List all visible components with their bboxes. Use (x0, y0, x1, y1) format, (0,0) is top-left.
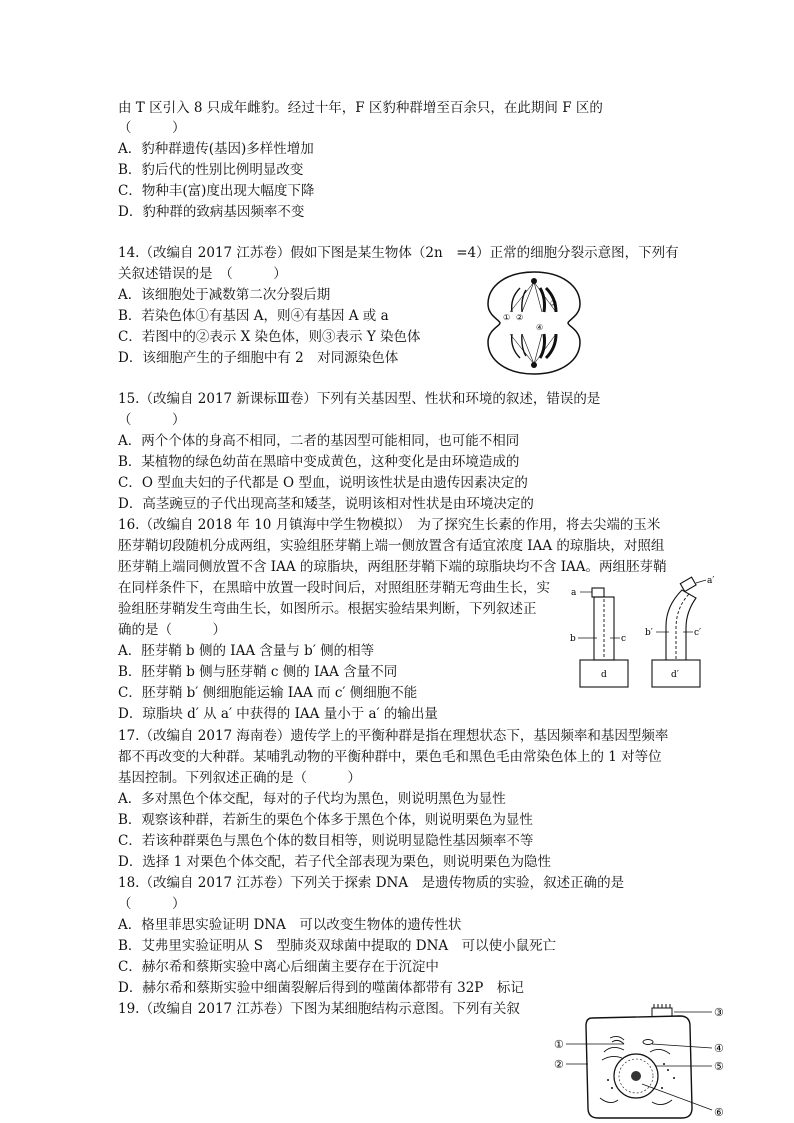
agar-block-a (592, 588, 604, 597)
pointer-6 (642, 1084, 712, 1110)
q14-option-d: D．该细胞产生的子细胞中有 2 对同源染色体 (118, 350, 399, 366)
q13-stem: 由 T 区引入 8 只成年雌豹。经过十年，F 区豹种群增至百余只，在此期间 F 区的 (118, 100, 603, 116)
mitochondrion (643, 1040, 653, 1045)
q17-option-b: B．观察该种群，若新生的栗色个体多于黑色个体，则说明栗色为显性 (118, 812, 533, 828)
label-c: c (621, 634, 627, 644)
q17-stem: 17.（改编自 2017 海南卷）遗传学上的平衡种群是指在理想状态下，基因频率和基因型频率 (118, 728, 669, 744)
cell-label-6: ⑥ (714, 1106, 724, 1119)
q18-bracket: （ ） (118, 896, 186, 912)
chromosome-label-1: ① (503, 313, 511, 322)
golgi (610, 1036, 624, 1044)
label-d: d (601, 670, 607, 680)
label-line-a-prime (696, 580, 706, 583)
q18-option-b: B．艾弗里实验证明从 S 型肺炎双球菌中提取的 DNA 可以使小鼠死亡 (118, 938, 557, 954)
q14-option-c: C．若图中的②表示 X 染色体，则③表示 Y 染色体 (118, 329, 421, 345)
cell-label-1: ① (554, 1038, 564, 1051)
q17-option-d: D．选择 1 对栗色个体交配，若子代全部表现为栗色，则说明栗色为隐性 (118, 854, 551, 870)
q17-stem-3: 基因控制。下列叙述正确的是（ ） (118, 770, 361, 786)
q15-option-a: A．两个个体的身高不相同，二者的基因型可能相同，也可能不相同 (118, 433, 520, 449)
label-a: a (571, 588, 577, 598)
lower-centrosome (531, 362, 537, 368)
microvilli-tips (654, 1004, 670, 1008)
cell-label-5: ⑤ (714, 1060, 724, 1073)
q15-option-b: B．某植物的绿色幼苗在黑暗中变成黄色，这种变化是由环境造成的 (118, 454, 520, 470)
lower-chromosomes (512, 334, 556, 358)
cell-label-2: ② (554, 1058, 564, 1071)
q16-option-d: D．琼脂块 d′ 从 a′ 中获得的 IAA 量小于 a′ 的输出量 (118, 706, 438, 722)
q18-option-d: D．赫尔希和蔡斯实验中细菌裂解后得到的噬菌体都带有 32P 标记 (118, 980, 524, 996)
q15-bracket: （ ） (118, 412, 186, 428)
agar-block-a-prime (680, 577, 696, 591)
q13-option-c: C．物种丰(富)度出现大幅度下降 (118, 183, 315, 199)
label-c-prime: c′ (694, 628, 702, 638)
q16-stem-6: 确的是（ ） (118, 622, 226, 638)
q13-option-b: B．豹后代的性别比例明显改变 (118, 162, 304, 178)
q16-option-c: C．胚芽鞘 b′ 侧细胞能运输 IAA 而 c′ 侧细胞不能 (118, 685, 418, 701)
q14-option-b: B．若染色体①有基因 A，则④有基因 A 或 a (118, 308, 389, 324)
q17-stem-2: 都不再改变的大种群。某哺乳动物的平衡种群中，栗色毛和黑色毛由常染色体上的 1 对等位 (118, 749, 662, 765)
cell-membrane (488, 272, 580, 374)
nucleolus (631, 1071, 641, 1081)
q13-bracket: （ ） (118, 120, 186, 136)
label-b: b (570, 634, 576, 644)
q15-stem: 15.（改编自 2017 新课标Ⅲ卷）下列有关基因型、性状和环境的叙述，错误的是 (118, 391, 601, 407)
q17-option-c: C．若该种群栗色与黑色个体的数目相等，则说明显隐性基因频率不等 (118, 833, 534, 849)
q15-option-c: C．O 型血夫妇的子代都是 O 型血，说明该性状是由遗传因素决定的 (118, 475, 528, 491)
cell-label-4: ④ (714, 1042, 724, 1055)
q16-option-b: B．胚芽鞘 b 侧与胚芽鞘 c 侧的 IAA 含量不同 (118, 664, 398, 680)
q15-option-d: D．高茎豌豆的子代出现高茎和矮茎，说明该相对性状是由环境决定的 (118, 496, 534, 512)
q17-option-a: A．多对黑色个体交配，每对的子代均为黑色，则说明黑色为显性 (118, 791, 506, 807)
q16-stem-4: 在同样条件下，在黑暗中放置一段时间后，对照组胚芽鞘无弯曲生长，实 (118, 580, 550, 596)
q18-stem: 18.（改编自 2017 江苏卷）下列关于探索 DNA 是遗传物质的实验，叙述正确的是 (118, 875, 625, 891)
label-d-prime: d′ (671, 670, 679, 680)
chromosome-label-2: ② (516, 313, 524, 322)
microvilli (652, 1008, 672, 1016)
q18-option-c: C．赫尔希和蔡斯实验中离心后细菌主要存在于沉淀中 (118, 959, 439, 975)
coleoptile-figure (566, 574, 722, 690)
cell-division-figure (484, 268, 584, 378)
q13-option-a: A．豹种群遗传(基因)多样性增加 (118, 141, 314, 157)
q16-stem: 16.（改编自 2018 年 10 月镇海中学生物模拟） 为了探究生长素的作用，将去尖端的玉米 (118, 517, 661, 533)
chromosome-label-3: ③ (550, 299, 558, 308)
bent-midline (676, 594, 689, 659)
cell-outline (586, 1016, 692, 1118)
q13-option-d: D．豹种群的致病基因频率不变 (118, 204, 305, 220)
q16-stem-3: 胚芽鞘上端同侧放置不含 IAA 的琼脂块，两组胚芽鞘下端的琼脂块均不含 IAA。两组胚芽鞘 (118, 559, 667, 575)
cell-structure-figure (552, 1004, 732, 1120)
label-a-prime: a′ (707, 576, 715, 586)
upper-centrosome (531, 278, 537, 284)
bent-coleoptile (666, 590, 696, 660)
q14-option-a: A．该细胞处于减数第二次分裂后期 (118, 287, 331, 303)
q18-option-a: A．格里菲思实验证明 DNA 可以改变生物体的遗传性状 (118, 917, 462, 933)
chromosome-label-4: ④ (536, 323, 544, 332)
q16-stem-5: 验组胚芽鞘发生弯曲生长，如图所示。根据实验结果判断，下列叙述正 (118, 601, 537, 617)
label-b-prime: b′ (645, 628, 653, 638)
q14-stem-2: 关叙述错误的是 （ ） (118, 266, 287, 282)
q16-option-a: A．胚芽鞘 b 侧的 IAA 含量与 b′ 侧的相等 (118, 643, 375, 659)
lower-spindle (510, 334, 556, 364)
q19-stem: 19.（改编自 2017 江苏卷）下图为某细胞结构示意图。下列有关叙 (118, 1001, 520, 1017)
cell-label-3: ③ (714, 1006, 724, 1019)
pointer-4 (652, 1044, 712, 1048)
q16-stem-2: 胚芽鞘切段随机分成两组，实验组胚芽鞘上端一侧放置含有适宜浓度 IAA 的琼脂块，对照组 (118, 538, 665, 554)
q14-stem: 14.（改编自 2017 江苏卷）假如下图是某生物体（2n =4）正常的细胞分裂示意图，下列有 (118, 245, 679, 261)
